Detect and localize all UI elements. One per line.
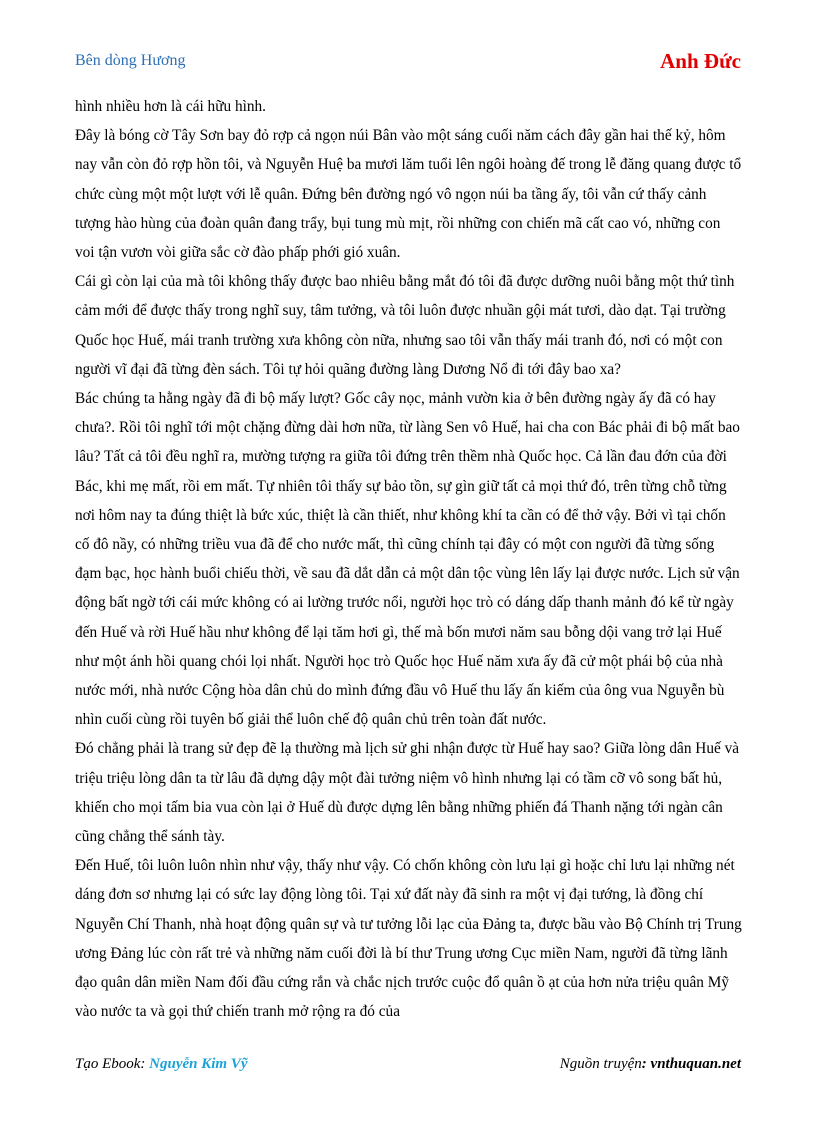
paragraph: Đó chẳng phải là trang sử đẹp đẽ lạ thường mà lịch sử ghi nhận được từ Huế hay sao? Giữa lòng dân Huế và triệu triệu lòng dân ta từ lâu đã dựng dậy một đài tưởng niệm vô hình nhưng lại có tầm cỡ vô song bất hủ, khiến cho mọi tấm bia vua còn lại ở Huế dù được dựng lên bằng những phiến đá Thanh nặng tới ngàn cân cũng chẳng thể sánh tày. <box>75 740 740 846</box>
source-site: vnthuquan.net <box>650 1056 741 1072</box>
author-name: Anh Đức <box>660 49 741 73</box>
source-label: Nguồn truyện <box>559 1056 642 1072</box>
ebook-separator: : <box>140 1056 150 1072</box>
source-separator: : <box>641 1056 651 1072</box>
ebook-credit <box>75 1056 248 1073</box>
source-credit <box>560 1056 741 1073</box>
ebook-creator-name: Nguyễn Kim Vỹ <box>149 1056 248 1072</box>
paragraph: Bác chúng ta hằng ngày đã đi bộ mấy lượt? Gốc cây nọc, mảnh vườn kia ở bên đường ngày ấy đã có hay chưa?. Rồi tôi nghĩ tới một chặng đừng dài hơn nữa, từ làng Sen vô Huế, hai cha con Bác phải đi bộ mất bao lâu? Tất cả tôi đều nghĩ ra, mường tượng ra giữa tôi đứng trên thềm nhà Quốc học. Cả lần đau đớn của đời Bác, khi mẹ mất, rồi em mất. Tự nhiên tôi thấy sự bảo tồn, sự gìn giữ tất cả mọi thứ đó, trên từng chỗ từng nơi hôm nay ta đúng thiệt là bức xúc, thiệt là cần thiết, như không khí ta cần có để thở vậy. Bởi vì tại chốn cố đô nầy, có những triều vua đã để cho nước mất, thì cũng chính tại đây có một con người đã từng sống đạm bạc, học hành buổi chiếu thời, về sau đã dắt dẫn cả một dân tộc vùng lên lấy lại được nước. Lịch sử vận động bất ngờ tới cái mức không có ai lường trước nổi, người học trò có dáng dấp thanh mảnh đó kể từ ngày đến Huế và rời Huế hầu như không để lại tăm hơi gì, thế mà bốn mươi năm sau bỗng dội vang trở lại Huế như một ánh hồi quang chói lọi nhất. Người học trò Quốc học Huế năm xưa ấy đã cử một phái bộ của nhà nước mới, nhà nước Cộng hòa dân chủ do mình đứng đầu vô Huế thu lấy ấn kiếm của ông vua Nguyễn bù nhìn cuối cùng rồi tuyên bố giải thể luôn chế độ quân chủ trên toàn đất nước. <box>75 390 740 729</box>
paragraph: Đến Huế, tôi luôn luôn nhìn như vậy, thấy như vậy. Có chốn không còn lưu lại gì hoặc chỉ lưu lại những nét dáng đơn sơ nhưng lại có sức lay động lòng tôi. Tại xứ đất này đã sinh ra một vị đại tướng, là đồng chí Nguyễn Chí Thanh, nhà hoạt động quân sự và tư tưởng lỗi lạc của Đảng ta, được bầu vào Bộ Chính trị Trung ương Đảng lúc còn rất trẻ và những năm cuối đời là bí thư Trung ương Cục miền Nam, người đã từng lãnh đạo quân dân miền Nam đối đầu cứng rắn và chắc nịch trước cuộc đổ quân ồ ạt của hơn nửa triệu quân Mỹ vào nước ta và gọi thứ chiến tranh mở rộng ra đó của <box>75 857 742 1021</box>
book-title: Bên dòng Hương <box>75 52 186 69</box>
paragraph: Cái gì còn lại của mà tôi không thấy được bao nhiêu bằng mắt đó tôi đã được dưỡng nuôi bằng một thứ tình cảm mới để được thấy trong nghĩ suy, tâm tưởng, và tôi luôn được nhuần gội mát tươi, dào dạt. Tại trường Quốc học Huế, mái tranh trường xưa không còn nữa, nhưng sao tôi vẫn thấy mái tranh đó, nơi có một con người vĩ đại đã từng đèn sách. Tôi tự hỏi quãng đường làng Dương Nổ đi tới đây bao xa? <box>75 273 735 378</box>
paragraph: hình nhiều hơn là cái hữu hình. <box>75 98 266 115</box>
ebook-label: Tạo Ebook <box>75 1056 141 1072</box>
body-text <box>75 92 743 1027</box>
paragraph: Đây là bóng cờ Tây Sơn bay đỏ rợp cả ngọn núi Bân vào một sáng cuối năm cách đây gần hai thế kỷ, hôm nay vẫn còn đỏ rợp hồn tôi, và Nguyễn Huệ ba mươi lăm tuổi lên ngôi hoàng đế trong lễ đăng quang được tổ chức cùng một một lượt với lễ quân. Đứng bên đường ngó vô ngọn núi ba tầng ấy, tôi vẫn cứ thấy cảnh tượng hào hùng của đoàn quân đang trẩy, bụi tung mù mịt, rồi những con chiến mã cất cao vó, những con voi tận vươn vòi giữa sắc cờ đào phấp phới gió xuân. <box>75 127 742 262</box>
